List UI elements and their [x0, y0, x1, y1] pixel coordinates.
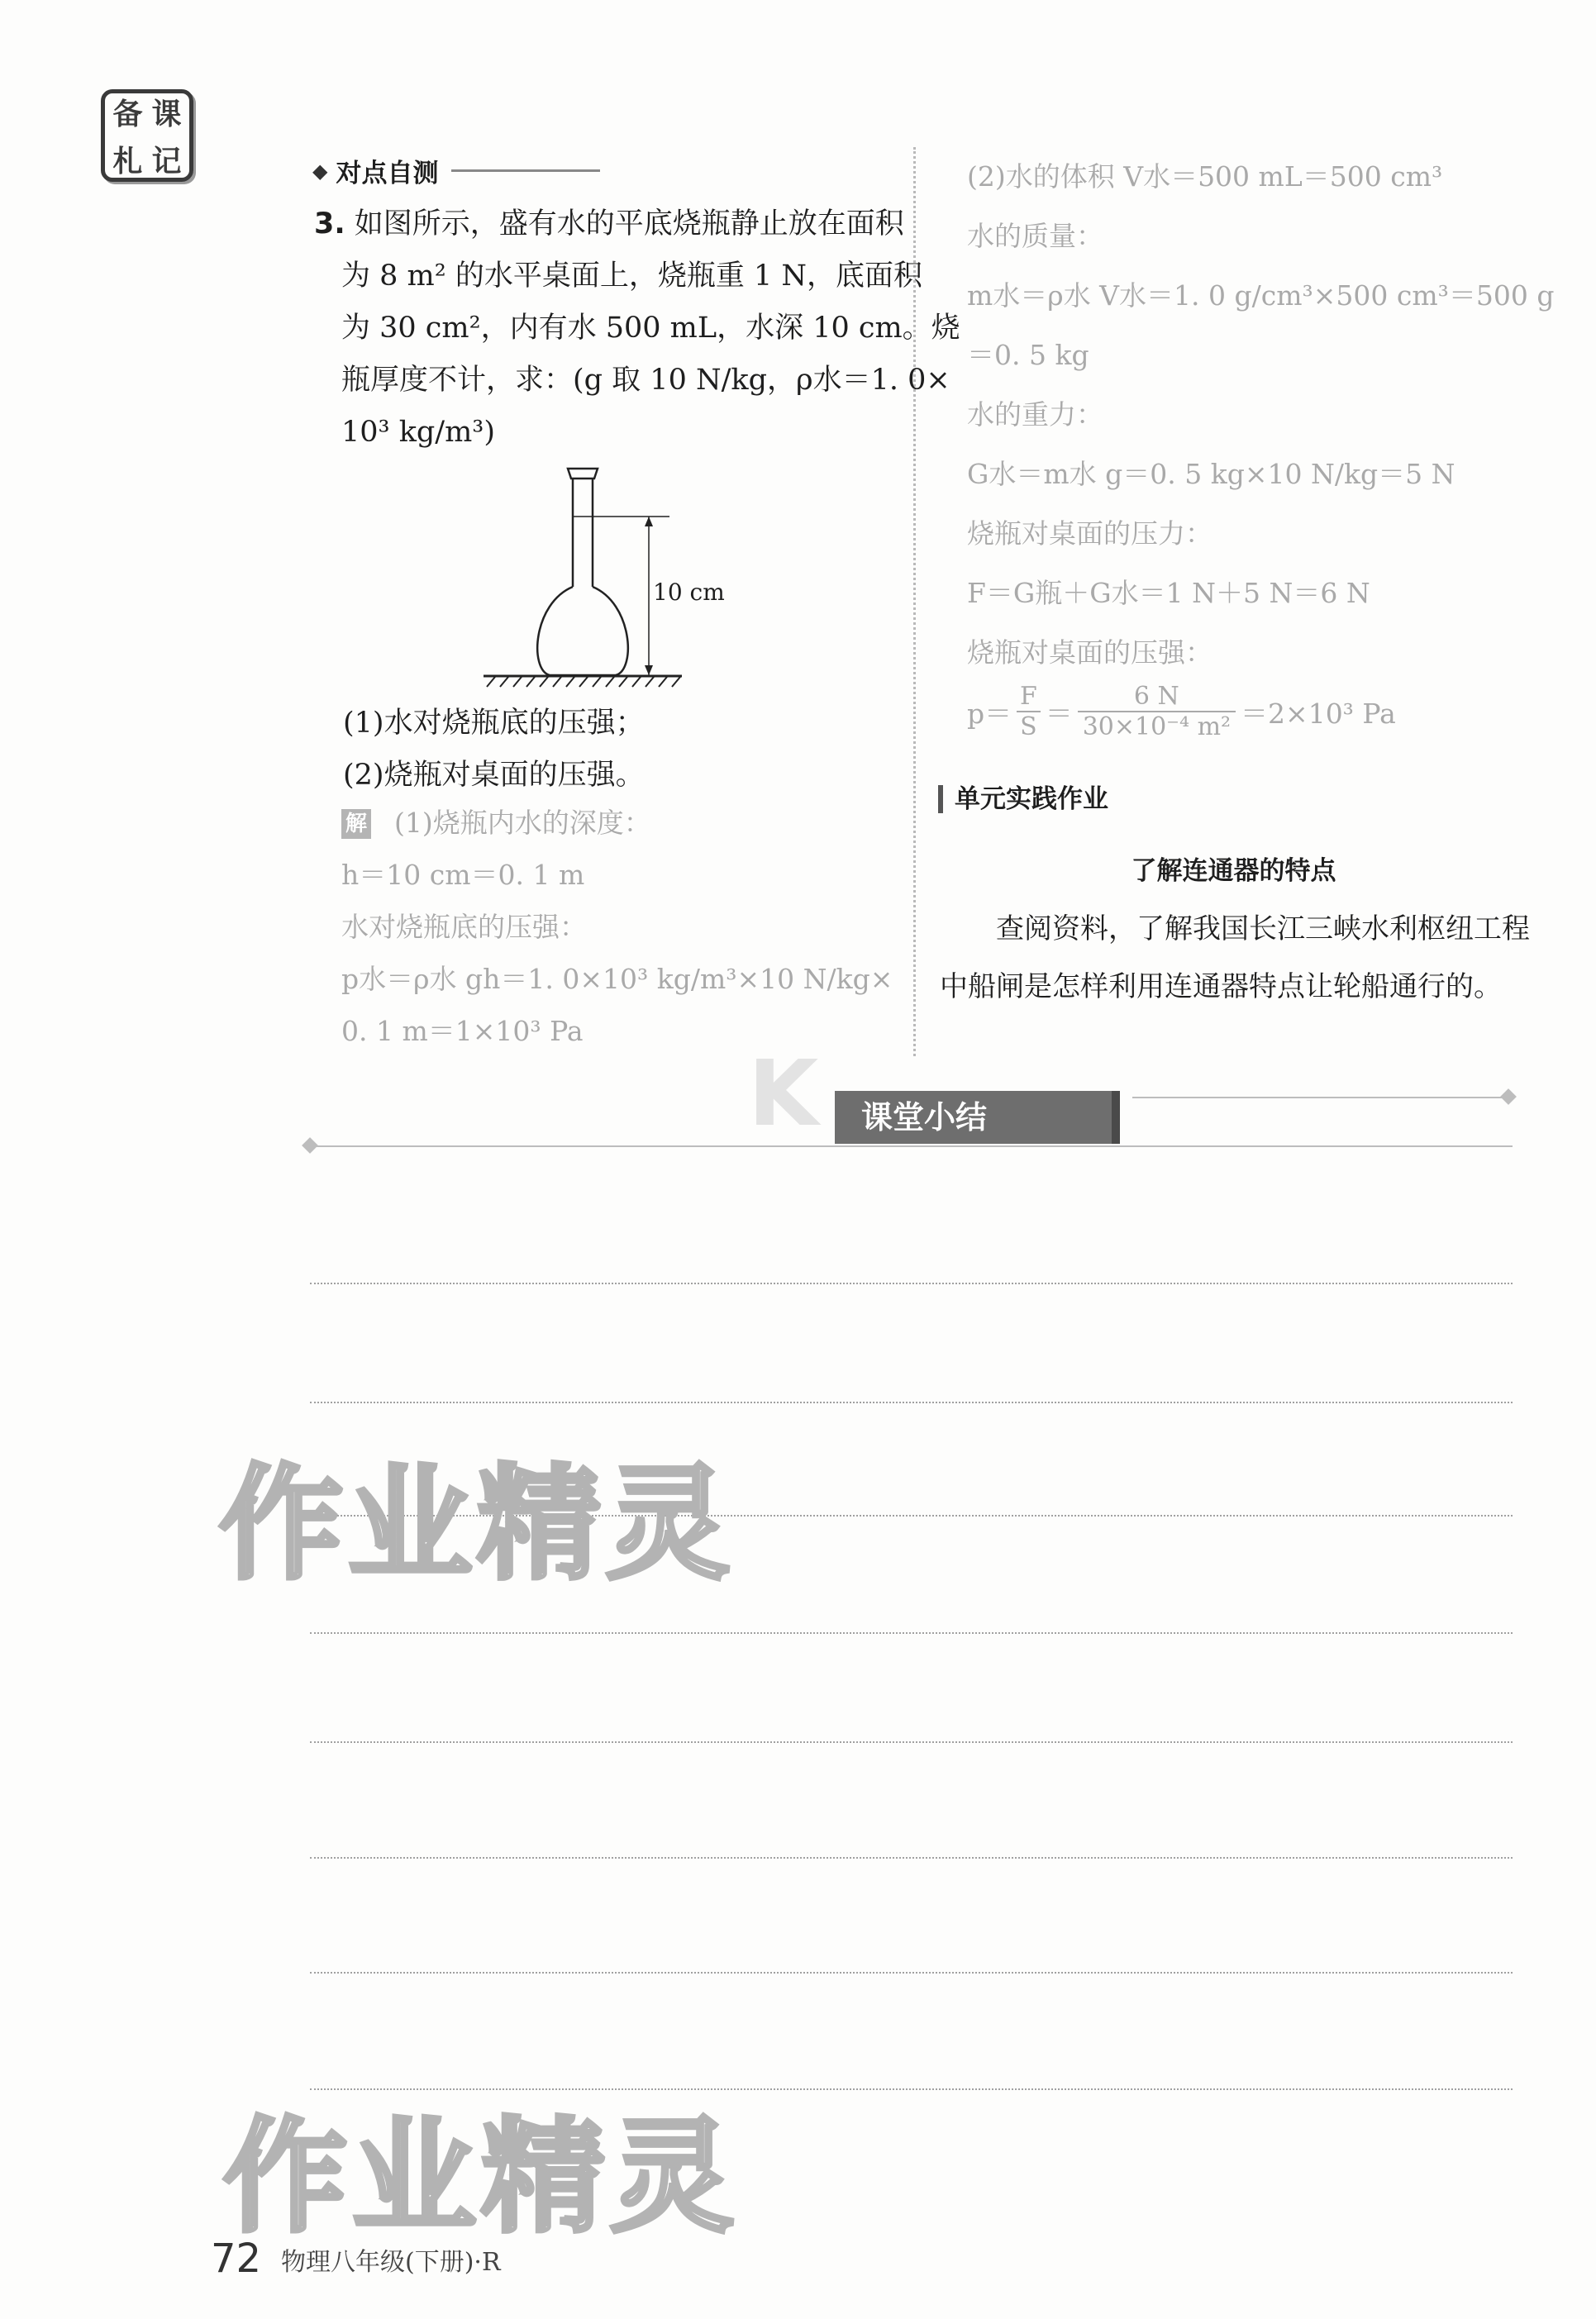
final-formula: p＝ F S ＝ 6 N 30×10⁻⁴ m² ＝2×10³ Pa [967, 682, 1396, 741]
fraction: F S [1017, 682, 1041, 741]
writing-line [310, 1857, 1513, 1859]
sub-question: (1)水对烧瓶底的压强； [343, 707, 645, 740]
answer-badge: 解 [341, 809, 371, 839]
answer-line: 0. 1 m＝1×10³ Pa [341, 1015, 584, 1047]
stamp-char: 札 [112, 145, 143, 179]
answer-line: 水的重力： [967, 398, 1103, 431]
footer-text: 物理八年级(下册)·R [281, 2248, 501, 2277]
sub-question: (2)烧瓶对桌面的压强。 [343, 759, 645, 792]
summary-heading: 课堂小结 [835, 1091, 1120, 1144]
watermark: 作业精灵 [223, 2106, 740, 2250]
summary-letter: K [748, 1040, 819, 1146]
question-line: 为 8 m² 的水平桌面上，烧瓶重 1 N，底面积 [341, 260, 923, 293]
answer-line: (2)水的体积 V水＝500 mL＝500 cm³ [967, 160, 1443, 193]
question-line: 10³ kg/m³) [341, 416, 495, 449]
stamp-char: 课 [151, 98, 182, 131]
answer-line: 解 (1)烧瓶内水的深度： [341, 802, 651, 840]
section-label [312, 152, 600, 189]
figure-depth-label: 10 cm [653, 579, 725, 606]
answer-line: p水＝ρ水 gh＝1. 0×10³ kg/m³×10 N/kg× [341, 963, 893, 995]
answer-line: 水的质量： [967, 220, 1103, 252]
writing-line [310, 1632, 1513, 1634]
practice-title: 了解连通器的特点 [1131, 856, 1336, 886]
writing-line [310, 2088, 1513, 2090]
question-line: 为 30 cm²，内有水 500 mL，水深 10 cm。烧 [341, 312, 960, 345]
answer-line: m水＝ρ水 V水＝1. 0 g/cm³×500 cm³＝500 g [967, 279, 1555, 312]
question-line: 瓶厚度不计，求：(g 取 10 N/kg，ρ水＝1. 0× [341, 364, 950, 397]
answer-line: 烧瓶对桌面的压强： [967, 636, 1212, 669]
answer-line: F＝G瓶＋G水＝1 N＋5 N＝6 N [967, 577, 1370, 609]
question-number: 3. [314, 207, 345, 240]
question-line: 3. 如图所示，盛有水的平底烧瓶静止放在面积 [314, 207, 904, 240]
diamond-icon: ◆ [312, 159, 328, 183]
stamp-char: 记 [151, 145, 182, 179]
practice-line: 中船闸是怎样利用连通器特点让轮船通行的。 [940, 970, 1502, 1003]
section-label-text: 对点自测 [336, 159, 439, 188]
practice-line: 查阅资料，了解我国长江三峡水利枢纽工程 [996, 912, 1530, 945]
summary-rule [1132, 1097, 1504, 1098]
fraction: 6 N 30×10⁻⁴ m² [1078, 682, 1236, 741]
notes-stamp [101, 89, 193, 182]
diamond-icon [302, 1137, 318, 1154]
answer-line: ＝0. 5 kg [967, 339, 1089, 371]
page-number: 72 [211, 2236, 262, 2282]
answer-line: 烧瓶对桌面的压力： [967, 517, 1212, 550]
answer-line: 水对烧瓶底的压强： [341, 911, 587, 943]
answer-line: G水＝m水 g＝0. 5 kg×10 N/kg＝5 N [967, 458, 1455, 490]
writing-line [310, 1741, 1513, 1743]
answer-line: h＝10 cm＝0. 1 m [341, 859, 585, 891]
summary-rule [310, 1145, 1513, 1147]
diamond-icon [1500, 1088, 1517, 1105]
writing-line [310, 1972, 1513, 1974]
writing-line [310, 1402, 1513, 1403]
section-underline [451, 169, 600, 172]
practice-heading: 单元实践作业 [938, 785, 1108, 813]
writing-line [310, 1283, 1513, 1284]
watermark: 作业精灵 [219, 1453, 736, 1597]
stamp-char: 备 [112, 98, 143, 131]
flask-figure [484, 459, 682, 690]
